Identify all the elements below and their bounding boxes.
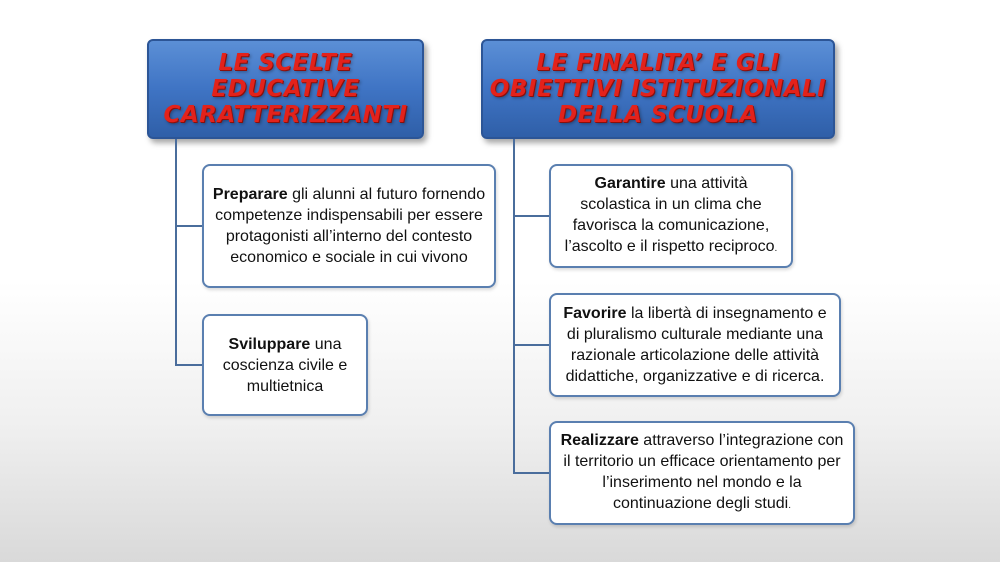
item-favorire bbox=[549, 293, 841, 397]
item-sviluppare-body: una coscienza civile e multietnica bbox=[222, 335, 348, 395]
left-connector-branch-2 bbox=[175, 364, 203, 366]
item-sviluppare-text bbox=[212, 334, 358, 397]
right-connector-branch-3 bbox=[513, 472, 550, 474]
left-connector-vertical bbox=[175, 139, 177, 366]
item-preparare bbox=[202, 164, 496, 288]
header-scelte-educative bbox=[147, 39, 424, 139]
item-preparare-text bbox=[212, 184, 486, 268]
item-realizzare-text bbox=[559, 430, 845, 516]
header-scelte-educative-text: LE SCELTE EDUCATIVE CARATTERIZZANTI bbox=[163, 50, 408, 128]
item-realizzare-keyword: Realizzare bbox=[560, 432, 639, 449]
item-sviluppare-keyword: Sviluppare bbox=[228, 335, 311, 353]
item-favorire-keyword: Favorire bbox=[563, 305, 627, 322]
item-garantire-text bbox=[559, 173, 783, 259]
item-preparare-body: gli alunni al futuro fornendo competenze indispensabili per essere protagonisti all’interno del contesto economico e sociale in cui vivono bbox=[215, 186, 486, 266]
right-connector-vertical bbox=[513, 139, 515, 474]
header-finalita-obiettivi-text: LE FINALITA’ E GLI OBIETTIVI ISTITUZIONALI DELLA SCUOLA bbox=[489, 50, 827, 128]
item-garantire-body: una attività scolastica in un clima che favorisca la comunicazione, l’ascolto e il rispetto reciproco bbox=[564, 175, 775, 255]
item-realizzare bbox=[549, 421, 855, 525]
item-garantire-trailing: . bbox=[774, 243, 778, 254]
item-favorire-body: la libertà di insegnamento e di pluralismo culturale mediante una razionale articolazione delle attività didattiche, organizzative e di ricerca. bbox=[565, 305, 827, 385]
item-realizzare-trailing: . bbox=[788, 500, 791, 511]
item-favorire-text bbox=[557, 303, 833, 387]
left-connector-branch-1 bbox=[175, 225, 203, 227]
right-connector-branch-1 bbox=[513, 215, 550, 217]
item-preparare-keyword: Preparare bbox=[212, 186, 288, 203]
item-realizzare-body: attraverso l’integrazione con il territorio un efficace orientamento per l’inserimento nel mondo e la continuazione degli studi bbox=[563, 432, 844, 512]
item-garantire-keyword: Garantire bbox=[594, 175, 666, 192]
item-garantire bbox=[549, 164, 793, 268]
item-sviluppare bbox=[202, 314, 368, 416]
header-finalita-obiettivi bbox=[481, 39, 835, 139]
right-connector-branch-2 bbox=[513, 344, 550, 346]
